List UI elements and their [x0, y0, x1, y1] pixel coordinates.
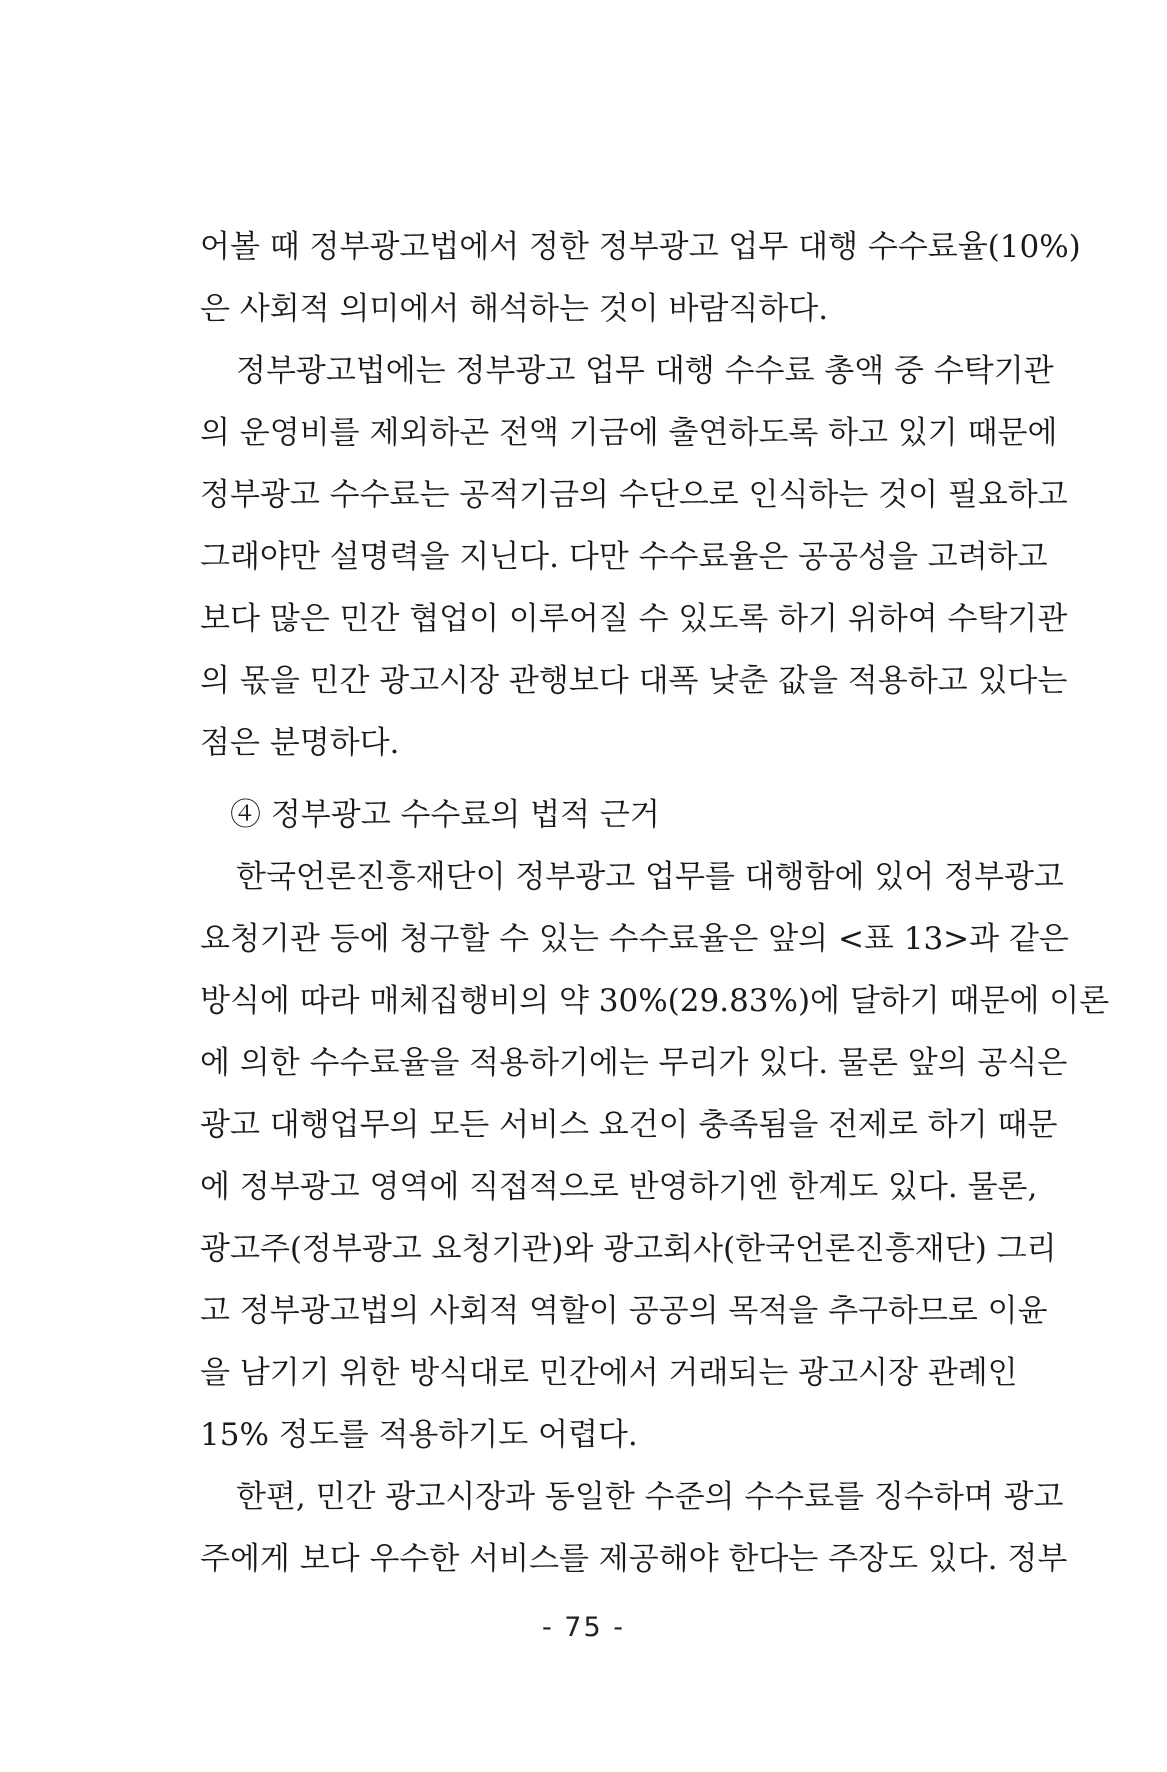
text-line: 점은 분명하다. — [200, 725, 400, 761]
paragraph-start-line: 한편, 민간 광고시장과 동일한 수준의 수수료를 징수하며 광고 — [236, 1479, 1064, 1515]
text-line: 의 운영비를 제외하곤 전액 기금에 출연하도록 하고 있기 때문에 — [200, 415, 1058, 451]
text-line: 요청기관 등에 청구할 수 있는 수수료율은 앞의 <표 13>과 같은 — [200, 921, 1069, 957]
text-line: 은 사회적 의미에서 해석하는 것이 바람직하다. — [200, 291, 829, 327]
text-line: 어볼 때 정부광고법에서 정한 정부광고 업무 대행 수수료율(10%) — [200, 229, 1081, 265]
text-line: 보다 많은 민간 협업이 이루어질 수 있도록 하기 위하여 수탁기관 — [200, 601, 1068, 637]
text-line: 광고 대행업무의 모든 서비스 요건이 충족됨을 전제로 하기 때문 — [200, 1107, 1058, 1143]
section-heading: ④ 정부광고 수수료의 법적 근거 — [230, 797, 660, 833]
text-line: 에 정부광고 영역에 직접적으로 반영하기엔 한계도 있다. 물론, — [200, 1169, 1038, 1205]
text-line: 그래야만 설명력을 지닌다. 다만 수수료율은 공공성을 고려하고 — [200, 539, 1048, 575]
text-line: 정부광고 수수료는 공적기금의 수단으로 인식하는 것이 필요하고 — [200, 477, 1068, 513]
text-line: 15% 정도를 적용하기도 어렵다. — [200, 1417, 638, 1453]
text-line: 방식에 따라 매체집행비의 약 30%(29.83%)에 달하기 때문에 이론 — [200, 983, 1110, 1019]
text-line: 고 정부광고법의 사회적 역할이 공공의 목적을 추구하므로 이윤 — [200, 1293, 1048, 1329]
text-line: 에 의한 수수료율을 적용하기에는 무리가 있다. 물론 앞의 공식은 — [200, 1045, 1068, 1081]
paragraph-start-line: 한국언론진흥재단이 정부광고 업무를 대행함에 있어 정부광고 — [236, 859, 1064, 895]
body-text-block-2 — [200, 784, 1110, 1590]
page-number: - 75 - — [541, 1612, 625, 1643]
text-line: 주에게 보다 우수한 서비스를 제공해야 한다는 주장도 있다. 정부 — [200, 1541, 1068, 1577]
text-line: 을 남기기 위한 방식대로 민간에서 거래되는 광고시장 관례인 — [200, 1355, 1018, 1391]
text-line: 의 몫을 민간 광고시장 관행보다 대폭 낮춘 값을 적용하고 있다는 — [200, 663, 1068, 699]
paragraph-start-line: 정부광고법에는 정부광고 업무 대행 수수료 총액 중 수탁기관 — [236, 353, 1054, 389]
text-line: 광고주(정부광고 요청기관)와 광고회사(한국언론진흥재단) 그리 — [200, 1231, 1057, 1267]
body-text-block-1 — [200, 216, 1081, 774]
